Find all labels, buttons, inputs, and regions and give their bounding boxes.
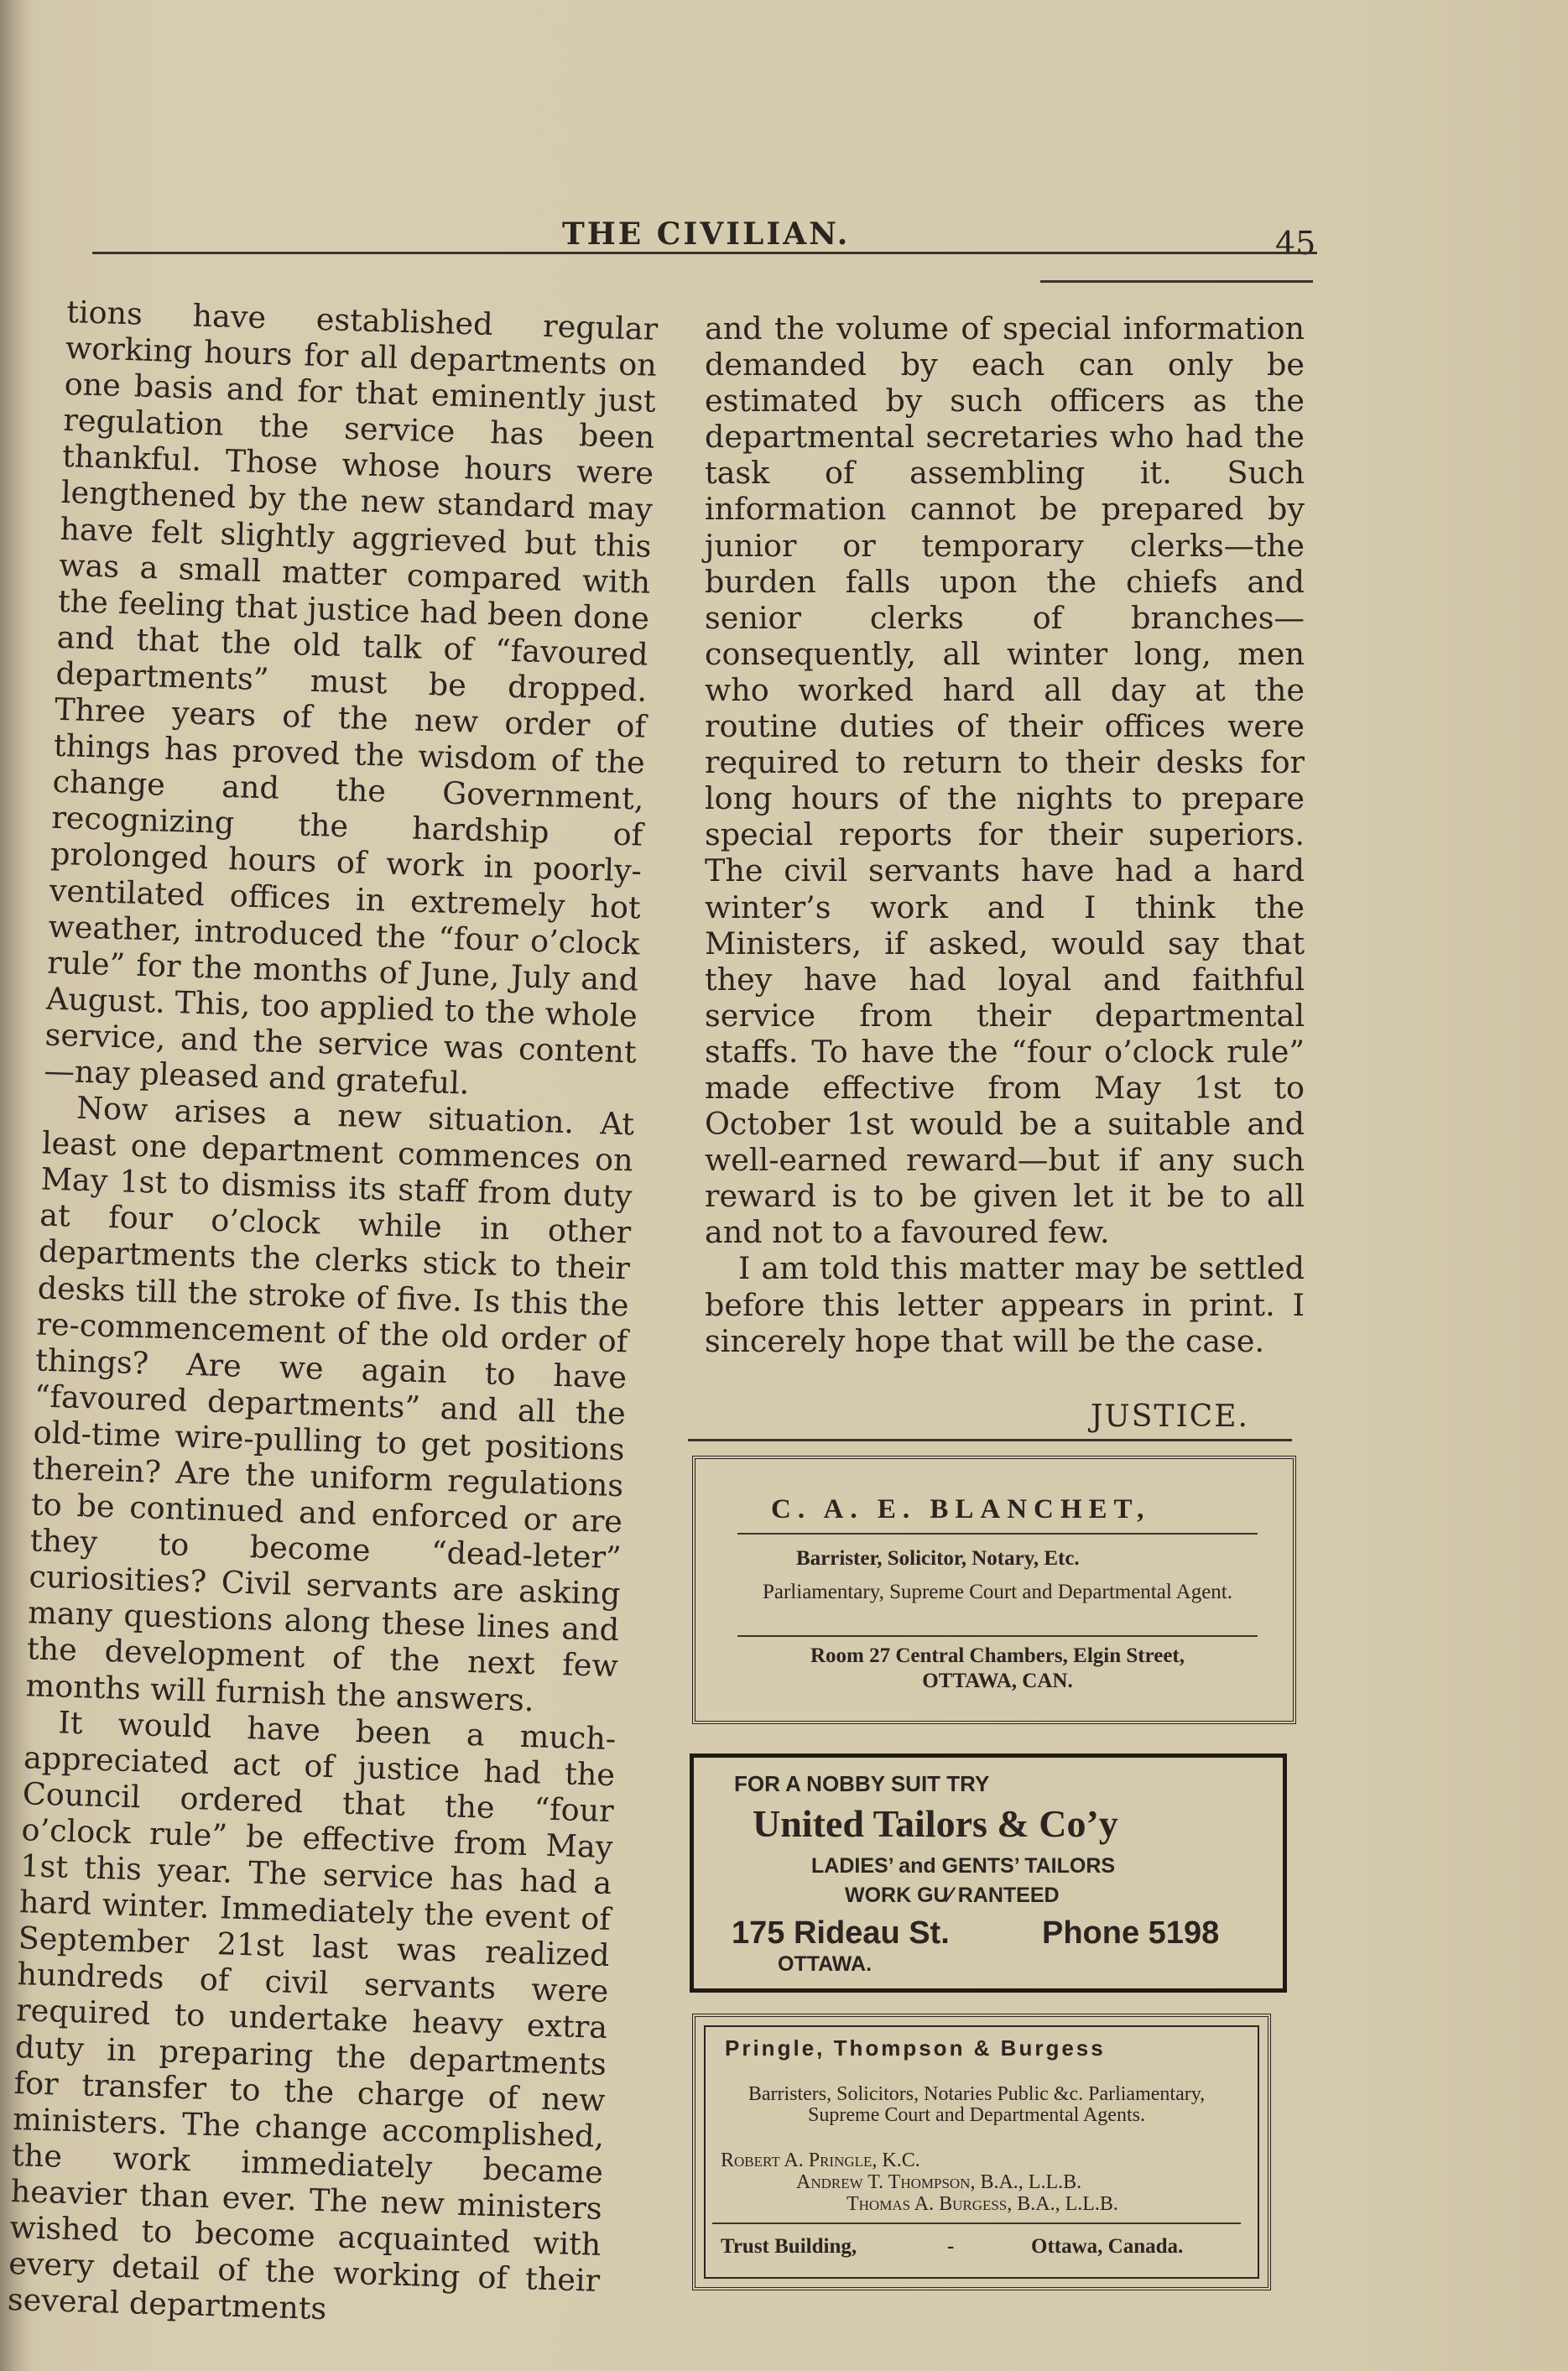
ad-rule (737, 1533, 1258, 1535)
ad-name: Pringle, Thompson & Burgess (725, 2035, 1106, 2061)
ad-blanchet (692, 1456, 1296, 1724)
ad-line: Barrister, Solicitor, Notary, Etc. (796, 1547, 1080, 1570)
ad-separator: - (947, 2235, 955, 2258)
paragraph: and the volume of special information demanded by each can only be estimated by such officers as the departmental secretaries who had the task of assembling it. Such information cannot be prepared by junior or temporary clerks—the burden falls upon the chiefs and senior clerks of branches—consequently, all winter long, men who worked hard all day at the routine duties of their offices were required to return to their desks for long hours of the nights to prepare special reports for their superiors. The civil servants have had a hard winter’s work and I think the Ministers, if asked, would say that they have had loyal and faithful service from their departmental staffs. To have the “four o’clock rule” made effective from May 1st to October 1st would be a suitable and well-earned reward—but if any such reward is to be given let it be to all and not to a favoured few. (705, 310, 1305, 1251)
ad-guarantee: WORK GU⁄ RANTEED (845, 1884, 1060, 1907)
ad-name: C. A. E. BLANCHET, (771, 1494, 1151, 1524)
signature: JUSTICE. (1091, 1399, 1249, 1434)
header-rule-short (1040, 280, 1313, 283)
ad-city: OTTAWA, CAN. (922, 1670, 1073, 1692)
ad-partner: Thomas A. Burgess, B.A., L.L.B. (847, 2193, 1118, 2215)
page-title: THE CIVILIAN. (562, 216, 851, 252)
ad-united-tailors (690, 1753, 1287, 1993)
ad-address: Trust Building, (721, 2235, 857, 2258)
ad-partner: Robert A. Pringle, K.C. (721, 2150, 920, 2171)
ad-rule (712, 2222, 1241, 2224)
ad-line: Parliamentary, Supreme Court and Departmental Agent. (762, 1581, 1233, 1603)
ad-address-line: Room 27 Central Chambers, Elgin Street, (810, 1644, 1185, 1667)
ad-subtitle: LADIES’ and GENTS’ TAILORS (811, 1854, 1116, 1878)
signature-rule (688, 1439, 1292, 1441)
ad-headline: FOR A NOBBY SUIT TRY (734, 1771, 990, 1796)
ad-phone: Phone 5198 (1042, 1915, 1220, 1951)
ad-city: OTTAWA. (778, 1952, 873, 1976)
header-rule (92, 252, 1317, 254)
page-number: 45 (1275, 225, 1316, 262)
right-column (705, 310, 1305, 1359)
ad-partner: Andrew T. Thompson, B.A., L.L.B. (796, 2171, 1082, 2193)
left-column (7, 294, 658, 2335)
paragraph: It would have been a much-appreciated act of justice had the Council ordered that the “four o’clock rule” be effective from May 1st this year. The service has had a hard winter. Immediately the event of September 21st last was realized hundreds of civil servants were required to undertake heavy extra duty in preparing the departments for transfer to the charge of new ministers. The change accomplished, the work immediately became heavier than ever. The new ministers wished to become acquainted with every detail of the working of their several departments (7, 1704, 617, 2327)
ad-name: United Tailors & Co’y (753, 1802, 1118, 1845)
ad-address (737, 1644, 1258, 1694)
ad-pringle-thompson-burgess (692, 2014, 1271, 2290)
paragraph: Now arises a new situation. At least one department commences on May 1st to dismiss its staff from duty at four o’clock while in other departments the clerks stick to their desks till the stroke of five. Is this the re-commencement of the old order of things? Are we again to have “favoured departments” and all the old-time wire-pulling to get positions therein? Are the uniform regulations to be continued and enforced or are they to become “dead-leter” curiosities? Civil servants are asking many questions along these lines and the development of the next few months will furnish the answers. (25, 1089, 635, 1718)
ad-rule (737, 1635, 1258, 1637)
ad-city: Ottawa, Canada. (1031, 2235, 1184, 2258)
paragraph: tions have established regular working hours for all departments on one basis and for that eminently just regulation the service has been thankful. Those whose hours were lengthened by the new standard may have felt slightly aggrieved but this was a small matter compared with the feeling that justice had been done and that the old talk of “favoured departments” must be dropped. Three years of the new order of things has proved the wisdom of the change and the Government, recognizing the hardship of prolonged hours of work in poorly-ventilated offices in extremely hot weather, introduced the “four o’clock rule” for the months of June, July and August. This, too applied to the whole service, and the service was content—nay pleased and grateful. (43, 294, 659, 1102)
ad-address: 175 Rideau St. (732, 1915, 950, 1951)
ad-description: Barristers, Solicitors, Notaries Public &c. Parliamentary, Supreme Court and Departmental Agents. (748, 2083, 1206, 2126)
paragraph: I am told this matter may be settled before this letter appears in print. I sincerely hope that will be the case. (705, 1250, 1305, 1359)
